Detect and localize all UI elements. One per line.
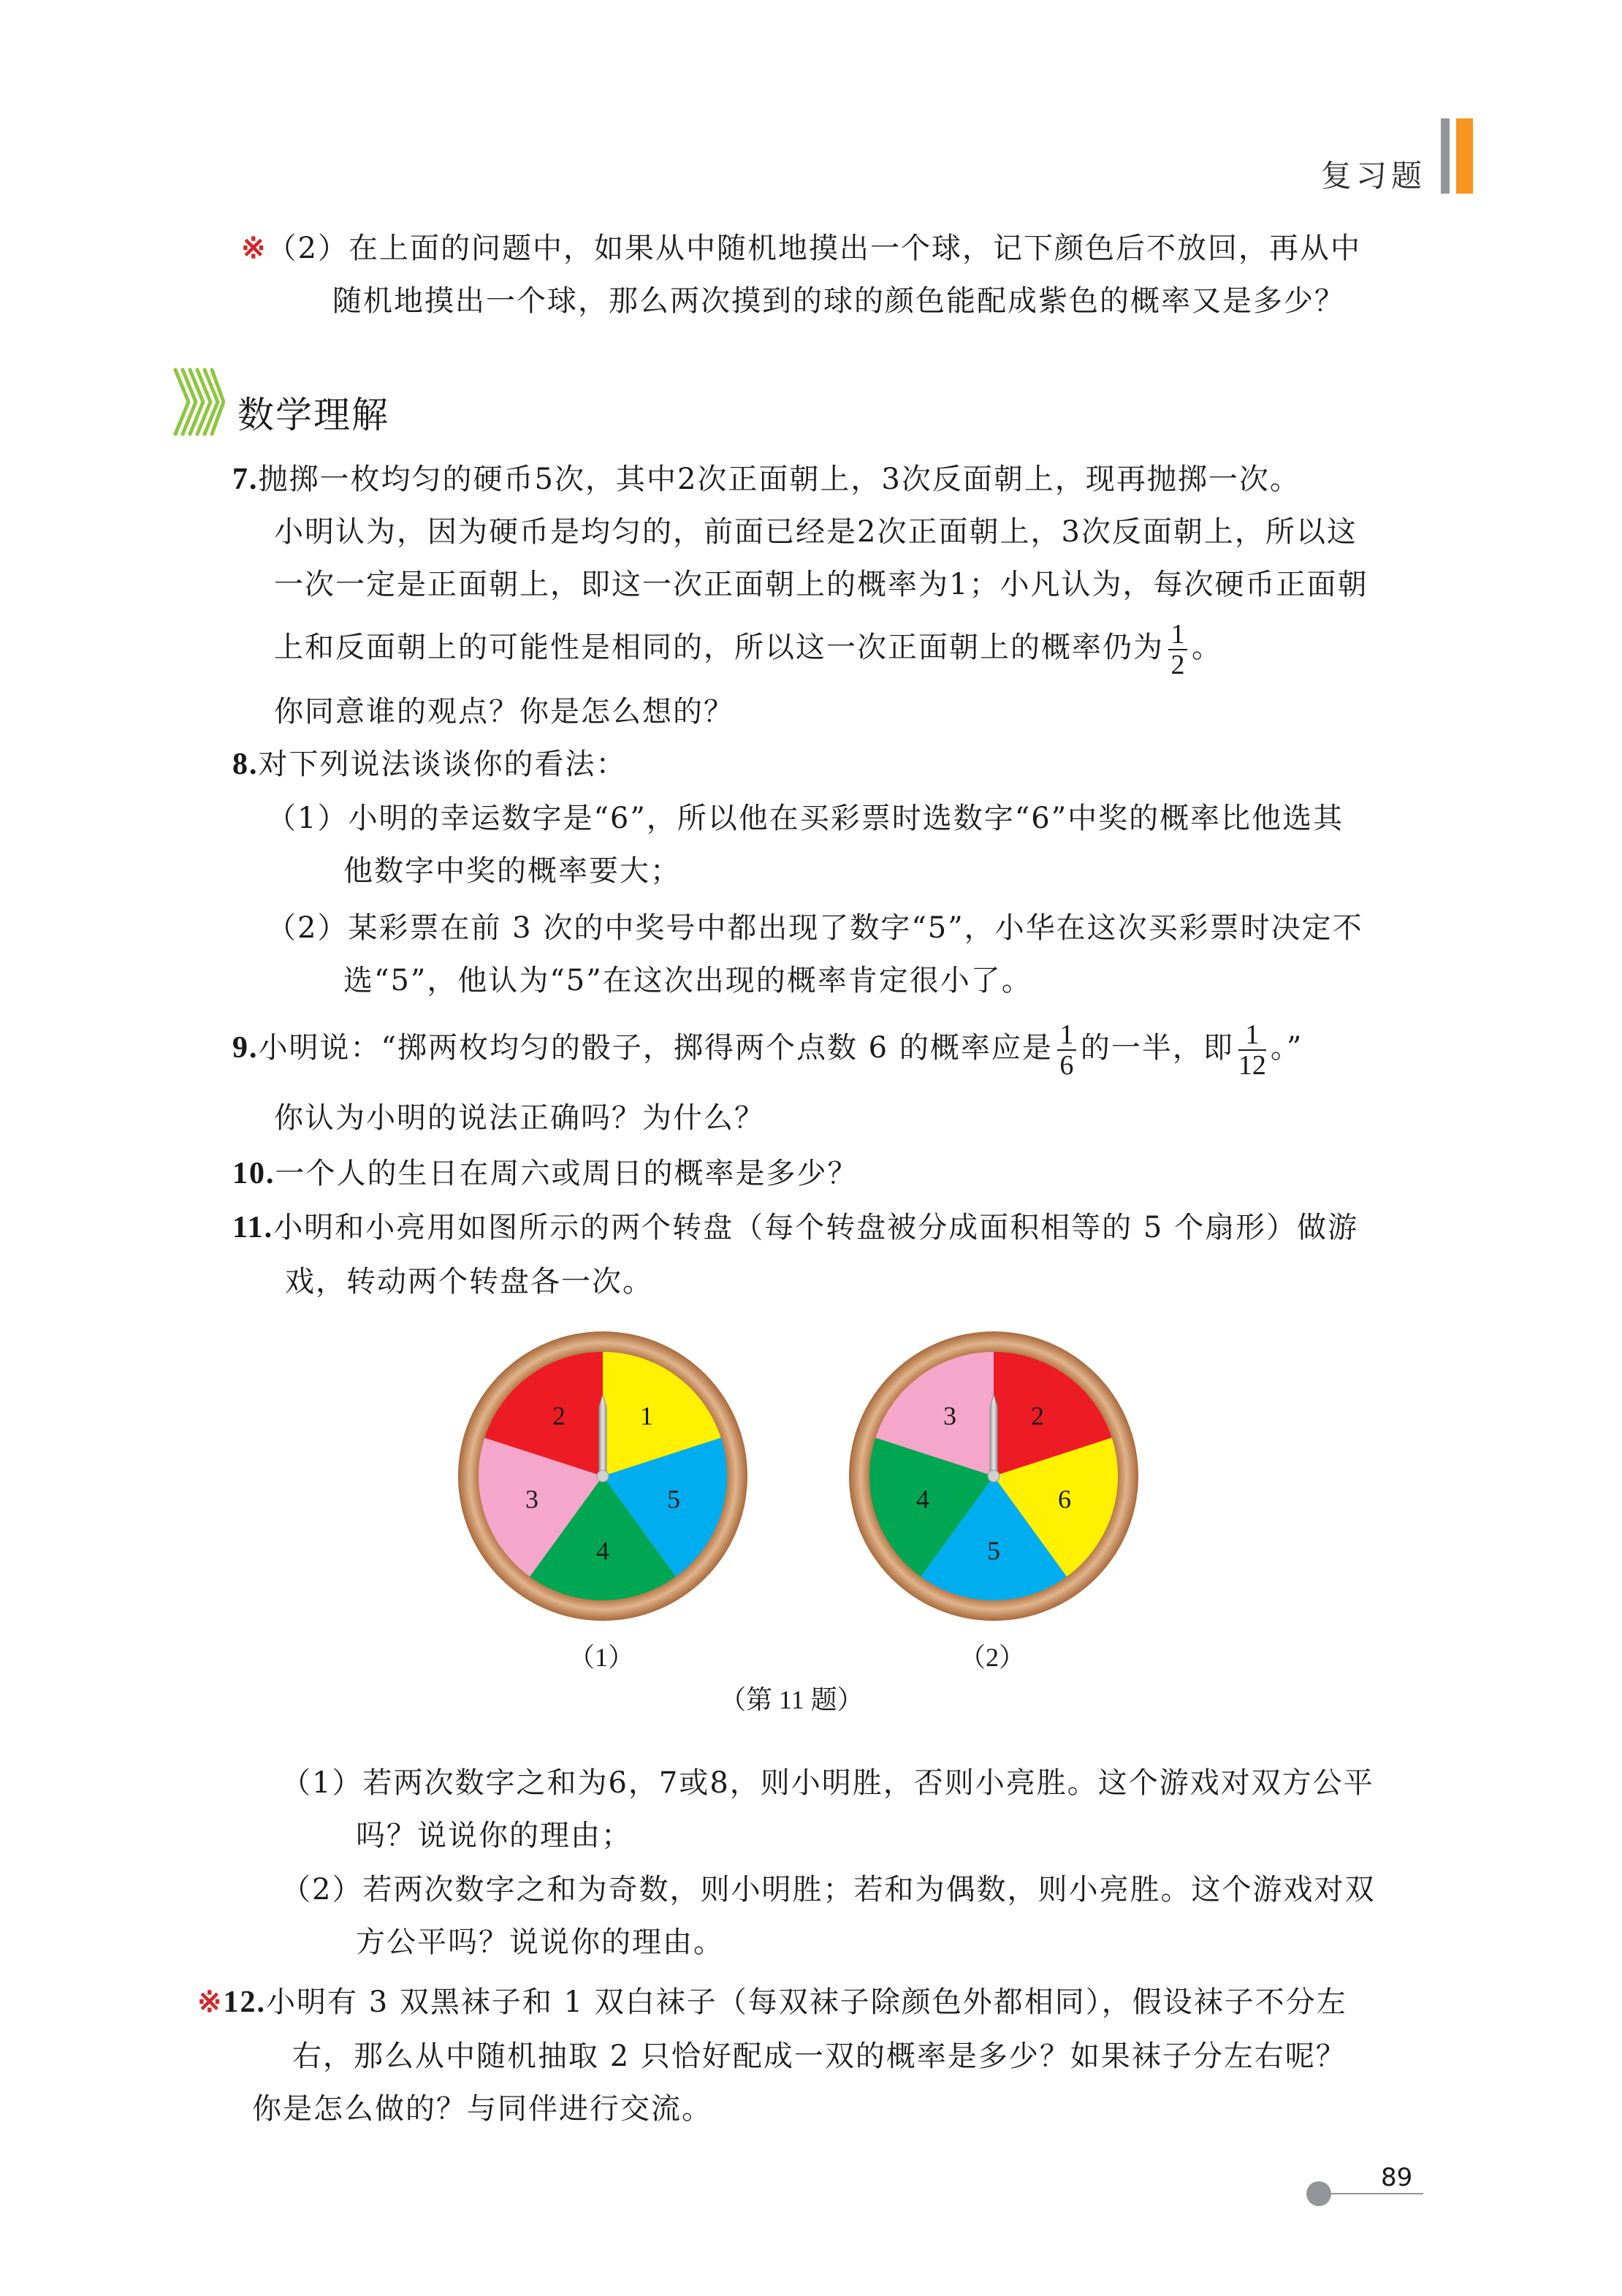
q11-sub-2-text: 若两次数字之和为奇数，则小明胜；若和为偶数，则小亮胜。这个游戏对双 xyxy=(362,1873,1376,1907)
header-orange-bar xyxy=(1456,118,1473,194)
q8-item-2-label: （2） xyxy=(267,911,349,945)
spinner-sector-label: 2 xyxy=(552,1401,566,1431)
q11-line-1 xyxy=(232,1207,1358,1248)
optional-marker: ※ xyxy=(197,1985,224,2019)
q9-text-3: 。” xyxy=(1270,1031,1303,1065)
frac-numerator: 1 xyxy=(1170,619,1185,650)
q12-number: 12. xyxy=(223,1985,267,2019)
frac-numerator: 1 xyxy=(1059,1019,1074,1050)
q12-line-2: 右，那么从中随机抽取 2 只恰好配成一双的概率是多少？如果袜子分左右呢？ xyxy=(292,2040,1347,2073)
q11-sub-1-line-1 xyxy=(281,1763,1374,1803)
spinners-figure xyxy=(438,1315,1169,1651)
prev-question-label: （2） xyxy=(267,232,349,265)
q8-intro: 对下列说法谈谈你的看法： xyxy=(258,748,627,781)
spinner-sector-label: 2 xyxy=(1030,1401,1044,1431)
spinner-hub xyxy=(597,1470,609,1482)
q7-line-5: 你同意谁的观点？你是怎么想的？ xyxy=(274,695,734,729)
q8-item-1-line-2: 他数字中奖的概率要大； xyxy=(343,854,681,888)
spinner-sector-label: 3 xyxy=(525,1484,538,1514)
q9-text-1: 小明说：“掷两枚均匀的骰子，掷得两个点数 6 的概率应是 xyxy=(258,1031,1053,1065)
fraction-one-twelfth xyxy=(1238,1020,1266,1080)
footer-rule xyxy=(1331,2193,1423,2194)
frac-numerator: 1 xyxy=(1245,1019,1260,1050)
green-chevrons-icon xyxy=(172,367,225,437)
prev-question-text: 在上面的问题中，如果从中随机地摸出一个球，记下颜色后不放回，再从中 xyxy=(348,232,1361,265)
frac-denominator: 12 xyxy=(1238,1050,1266,1081)
q9-line-2: 你认为小明的说法正确吗？为什么？ xyxy=(274,1101,765,1135)
q11-sub-1-label: （1） xyxy=(281,1766,363,1800)
q11-sub-1-line-2: 吗？说说你的理由； xyxy=(356,1819,632,1852)
spinner-sector-label: 1 xyxy=(639,1401,653,1431)
prev-question-line-1 xyxy=(241,228,1361,269)
q7-line-2: 小明认为，因为硬币是均匀的，前面已经是2次正面朝上，3次反面朝上，所以这 xyxy=(274,515,1358,549)
q8-item-1-label: （1） xyxy=(267,802,349,835)
q7-text: 抛掷一枚均匀的硬币5次，其中2次正面朝上，3次反面朝上，现再抛掷一次。 xyxy=(258,463,1301,496)
q11-sub-2-label: （2） xyxy=(281,1873,363,1907)
q10-number: 10. xyxy=(232,1157,275,1190)
spinner-1 xyxy=(458,1331,747,1621)
fraction-one-sixth xyxy=(1057,1020,1076,1080)
q11-line-2: 戏，转动两个转盘各一次。 xyxy=(285,1265,653,1299)
q7-number: 7. xyxy=(232,463,259,496)
q7-line-1 xyxy=(232,459,1301,500)
q11-sub-1-text: 若两次数字之和为6，7或8，则小明胜，否则小亮胜。这个游戏对双方公平 xyxy=(362,1766,1374,1800)
spinner-sector-label: 6 xyxy=(1058,1484,1072,1514)
q12-line-3: 你是怎么做的？与同伴进行交流。 xyxy=(252,2092,712,2126)
q11-sub-2-line-2: 方公平吗？说说你的理由。 xyxy=(356,1926,724,1959)
frac-denominator: 6 xyxy=(1059,1050,1074,1081)
spinner-sector-label: 5 xyxy=(667,1484,681,1514)
q11-number: 11. xyxy=(232,1211,274,1244)
q9-line-1 xyxy=(232,1020,1303,1080)
spinner-sector-label: 4 xyxy=(596,1536,609,1565)
q12-text: 小明有 3 双黑袜子和 1 双白袜子（每双袜子除颜色外都相同），假设袜子不分左 xyxy=(266,1985,1347,2019)
page-number: 89 xyxy=(1381,2163,1413,2192)
prev-question-line-2: 随机地摸出一个球，那么两次摸到的球的颜色能配成紫色的概率又是多少？ xyxy=(332,284,1345,318)
header-gray-bar xyxy=(1441,118,1450,194)
q7-line-4-text: 上和反面朝上的可能性是相同的，所以这一次正面朝上的概率仍为 xyxy=(274,631,1164,664)
spinner-1-caption: （1） xyxy=(568,1643,635,1672)
footer-dot xyxy=(1306,2181,1331,2206)
q10-line xyxy=(232,1153,858,1194)
spinner-hub xyxy=(988,1470,1000,1482)
figure-caption: （第 11 题） xyxy=(720,1685,864,1714)
header-section-label: 复习题 xyxy=(1321,158,1427,194)
section-title: 数学理解 xyxy=(237,394,389,436)
spinner-pointer-icon xyxy=(990,1394,997,1476)
q7-line-3: 一次一定是正面朝上，即这一次正面朝上的概率为1；小凡认为，每次硬币正面朝 xyxy=(274,568,1368,601)
spinner-pointer-icon xyxy=(599,1394,606,1476)
q8-number: 8. xyxy=(232,748,259,781)
q8-item-2-text: 某彩票在前 3 次的中奖号中都出现了数字“5”，小华在这次买彩票时决定不 xyxy=(348,911,1363,945)
optional-marker: ※ xyxy=(241,231,267,265)
q9-text-2: 的一半，即 xyxy=(1080,1031,1234,1065)
q7-line-4-end: 。 xyxy=(1192,631,1222,664)
fraction-one-half xyxy=(1168,620,1187,680)
q12-line-1 xyxy=(197,1982,1347,2023)
spinner-sector-label: 4 xyxy=(915,1484,929,1514)
q8-line-1 xyxy=(232,744,627,785)
q8-item-2-line-1 xyxy=(267,908,1363,949)
spinner-2-caption: （2） xyxy=(959,1643,1026,1672)
q8-item-1-text: 小明的幸运数字是“6”，所以他在买彩票时选数字“6”中奖的概率比他选其 xyxy=(348,802,1344,835)
q10-text: 一个人的生日在周六或周日的概率是多少？ xyxy=(275,1157,858,1190)
q8-item-2-line-2: 选“5”，他认为“5”在这次出现的概率肯定很小了。 xyxy=(343,964,1032,997)
q11-sub-2-line-1 xyxy=(281,1869,1375,1910)
q11-text: 小明和小亮用如图所示的两个转盘（每个转盘被分成面积相等的 5 个扇形）做游 xyxy=(273,1211,1359,1244)
spinner-2 xyxy=(849,1331,1138,1621)
frac-denominator: 2 xyxy=(1170,650,1185,680)
q9-number: 9. xyxy=(232,1031,259,1065)
spinner-sector-label: 5 xyxy=(987,1536,1000,1565)
spinner-sector-label: 3 xyxy=(943,1401,957,1431)
q8-item-1-line-1 xyxy=(267,798,1344,839)
q7-line-4 xyxy=(274,620,1222,680)
